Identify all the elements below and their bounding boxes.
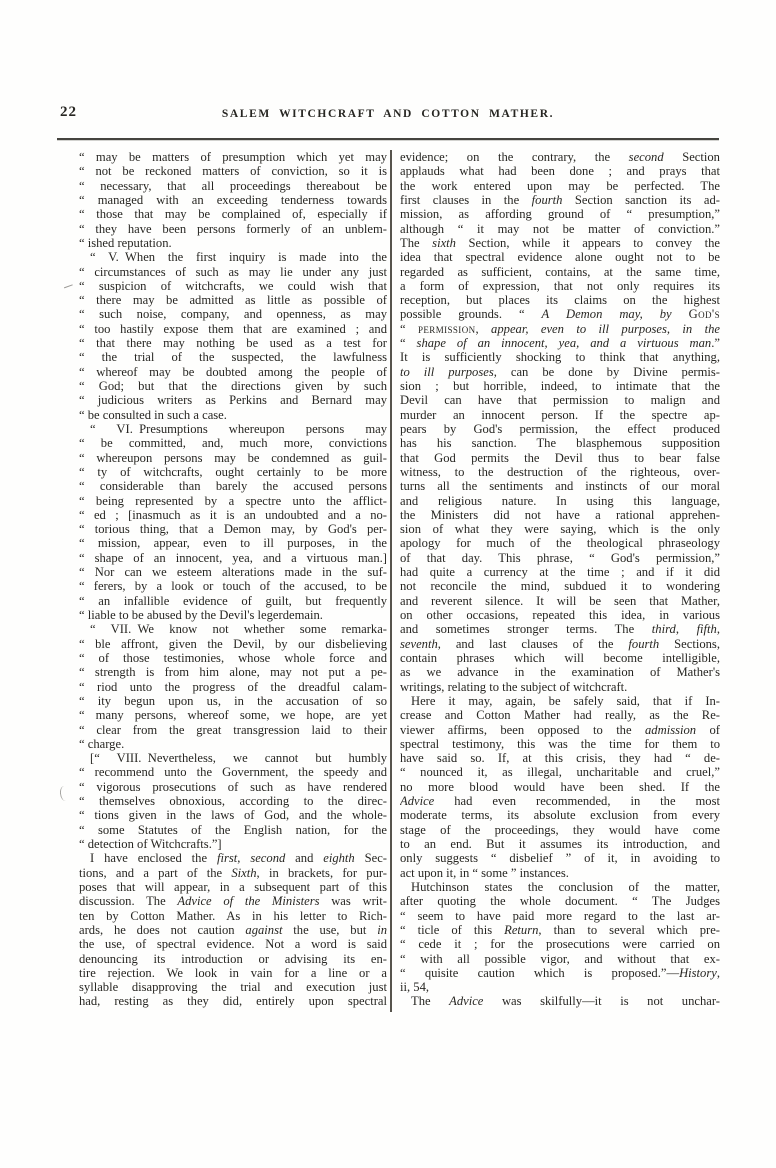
text-line: “ that there may nothing be used as a test for (79, 336, 387, 351)
text-line: and religious nature. In using this language, (400, 493, 720, 508)
text-line: first clauses in the fourth Section sanction its ad- (400, 192, 720, 207)
text-line: idea that spectral evidence alone ought not to be (400, 250, 720, 265)
text-line: “ considerable than barely the accused persons (79, 479, 387, 494)
text-line: as we advance in the examination of Mather's (400, 665, 720, 680)
text-line: The Advice was skilfully—it is not unchar- (411, 994, 720, 1009)
text-line: mission, as affording ground of “ presumption,” (400, 207, 720, 222)
text-line: the work entered upon may be perfected. The (400, 178, 720, 193)
text-line: “ God; but that the directions given by such (79, 379, 387, 393)
text-line: “ suspicion of witchcrafts, we could wish that (79, 278, 387, 293)
text-line: “ many persons, whereof some, we hope, are yet (79, 708, 387, 723)
text-line: viewer affirms, been opposed to the admission of (400, 722, 720, 737)
text-line: “ ble affront, given the Devil, by our disbelieving (79, 636, 387, 651)
text-line: “ ity begun upon us, in the accusation of so (79, 693, 387, 708)
text-line: “ clear from the great transgression laid to their (79, 722, 387, 737)
text-line: murder an innocent person. If the spectre ap- (400, 407, 720, 422)
text-line: writings, relating to the subject of witchcraft. (400, 679, 628, 694)
text-line: “ charge. (79, 736, 125, 751)
text-line: the use, of spectral evidence. Not a word is said (79, 937, 387, 952)
text-line: spectral testimony, this was the time for them to (400, 736, 720, 751)
text-line: the Ministers did not have a rational apprehen- (400, 507, 720, 522)
text-line: although “ it may not be matter of conviction.” (400, 221, 720, 236)
text-line: “ they have been persons formerly of an unblem- (79, 221, 387, 236)
text-line: I have enclosed the first, second and eighth Sec- (90, 851, 387, 866)
text-line: “ with all possible vigor, and without that ex- (400, 951, 720, 966)
text-line: applauds what had been done ; and prays that (400, 164, 720, 179)
text-line: to an end. But it assumes its introduction, and (400, 837, 720, 851)
text-line: “ shape of an innocent, yea, and a virtuous man.] (79, 550, 387, 565)
text-line: “ V. When the first inquiry is made into the (90, 250, 387, 265)
text-line: tire rejection. We look in vain for a line or a (79, 965, 387, 980)
text-line: “ cede it ; for the prosecutions were carried on (400, 937, 720, 952)
text-line: Devil can have that permission to malign and (400, 393, 720, 408)
text-line: “ mission, appear, even to ill purposes, in the (79, 536, 387, 551)
text-block (79, 150, 720, 1012)
text-line: “ there may be admitted as little as possible of (79, 293, 387, 308)
text-line: “ ty of witchcrafts, ought certainly to be more (79, 464, 387, 479)
text-line: apology for much of the theological phraseology (400, 536, 720, 551)
margin-pen-mark (59, 786, 69, 802)
text-line: contain phrases which will become intelligible, (400, 650, 720, 665)
text-line: “ too hastily expose them that are examined ; and (79, 321, 387, 336)
text-line: “ tions given in the laws of God, and the whole- (79, 808, 387, 823)
text-line: moderate terms, its absolute exclusion from every (400, 808, 720, 823)
text-line: “ liable to be abused by the Devil's legerdemain. (79, 608, 323, 622)
text-line: “ riod unto the progress of the dreadful calam- (79, 679, 387, 694)
text-line: “ the trial of the suspected, the lawfulness (79, 350, 387, 365)
text-line: on other occasions, repeated this idea, in various (400, 608, 720, 622)
text-line: discussion. The Advice of the Ministers was writ- (79, 894, 387, 909)
running-title: SALEM WITCHCRAFT AND COTTON MATHER. (221, 108, 555, 120)
text-line: had, resting as they did, entirely upon spectral (79, 994, 387, 1009)
text-line: Here it may, again, be safely said, that if In- (411, 693, 720, 708)
text-line: had quite a currency at the time ; and if it did (400, 565, 720, 580)
text-line: “ whereupon persons may be condemned as guil- (79, 450, 387, 465)
text-line: “ being represented by a spectre unto the afflict- (79, 493, 387, 508)
text-line: ten by Cotton Mather. As in his letter to Rich- (79, 908, 387, 923)
text-line: witness, to the destruction of the righteous, over- (400, 464, 720, 479)
text-line: Advice had even recommended, in the most (400, 794, 720, 809)
text-line: “ recommend unto the Government, the speedy and (79, 765, 387, 780)
text-line: “ such noise, company, and openness, as may (79, 307, 387, 322)
text-line: “ ferers, by a look or touch of the accused, to be (79, 579, 387, 594)
text-line: “ nounced it, as illegal, uncharitable and cruel,” (400, 765, 720, 780)
text-line: “ ished reputation. (79, 235, 172, 250)
left-column (79, 150, 387, 1012)
text-line: “ seem to have paid more regard to the last ar- (400, 908, 720, 923)
text-line: possible grounds. “ A Demon may, by God's (400, 307, 720, 322)
text-line: “ strength is from him alone, may not put a pe- (79, 665, 387, 680)
text-line: “ necessary, that all proceedings thereabout be (79, 178, 387, 193)
text-line: of that day. This phrase, “ God's permission,” (400, 550, 720, 565)
text-line: “ not be reckoned matters of conviction, so it is (79, 164, 387, 179)
text-line: reception, but places its claims on the highest (400, 293, 720, 308)
margin-pen-mark (62, 280, 73, 289)
text-line: ards, he does not caution against the use, but in (79, 922, 387, 937)
text-line: crease and Cotton Mather had really, as the Re- (400, 708, 720, 723)
text-line: “ judicious writers as Perkins and Bernard may (79, 393, 387, 408)
text-line: that God permits the Devil thus to bear false (400, 450, 720, 465)
text-line: “ ticle of this Return, than to several which pre- (400, 922, 720, 937)
text-line: poses that will appear, in a subsequent part of this (79, 879, 387, 894)
page-number: 22 (60, 104, 77, 120)
text-line: Hutchinson states the conclusion of the matter, (411, 879, 720, 894)
text-line: not reconcile the mind, subdued it to wondering (400, 579, 720, 594)
text-line: only suggests “ disbelief ” of it, in avoiding to (400, 851, 720, 866)
text-line: “ VII. We know not whether some remarka- (90, 622, 387, 637)
text-line: It is sufficiently shocking to think that anything, (400, 350, 720, 365)
text-line: “ detection of Witchcrafts.”] (79, 837, 222, 851)
text-line: syllable disapproving the trial and execution just (79, 980, 387, 995)
text-line: tions, and a part of the Sixth, in brackets, for pur- (79, 865, 387, 880)
text-line: [“ VIII. Nevertheless, we cannot but humbly (90, 751, 387, 766)
text-line: “ whereof may be doubted among the people of (79, 364, 387, 379)
right-column (400, 150, 720, 1012)
text-line: “ be committed, and, much more, convictions (79, 436, 387, 451)
text-line: The sixth Section, while it appears to convey the (400, 235, 720, 250)
text-line: and reverent silence. It will be seen that Mather, (400, 593, 720, 608)
text-line: “ managed with an exceeding tenderness towards (79, 192, 387, 207)
text-line: to ill purposes, can be done by Divine permis- (400, 364, 720, 379)
text-line: “ permission, appear, even to ill purposes, in the (400, 321, 720, 336)
text-line: regarded as sufficient, contains, at the same time, (400, 264, 720, 279)
text-line: “ those that may be complained of, especially if (79, 207, 387, 222)
text-line: act upon it, in “ some ” instances. (400, 865, 569, 880)
text-line: “ VI. Presumptions whereupon persons may (90, 421, 387, 436)
text-line: “ Nor can we esteem alterations made in the suf- (79, 565, 387, 580)
text-line: has his sanction. The blasphemous supposition (400, 436, 720, 451)
text-line: “ may be matters of presumption which yet may (79, 150, 387, 164)
text-line: “ vigorous prosecutions of such as have rendered (79, 779, 387, 794)
text-line: and sometimes stronger terms. The third, fifth, (400, 622, 720, 637)
column-divider (390, 150, 392, 1012)
text-line: stage of the proceedings, they would have come (400, 822, 720, 837)
text-line: “ themselves obnoxious, according to the direc- (79, 794, 387, 809)
text-line: “ of those testimonies, whose whole force and (79, 650, 387, 665)
text-line: after quoting the whole document. “ The Judges (400, 894, 720, 909)
text-line: “ shape of an innocent, yea, and a virtuous man.” (400, 336, 720, 351)
text-line: pears by God's permission, the effect produced (400, 421, 720, 436)
text-line: no more blood would have been shed. If the (400, 779, 720, 794)
text-line: seventh, and last clauses of the fourth Sections, (400, 636, 720, 651)
text-line: turns all the sentiments and instincts of our moral (400, 479, 720, 494)
text-line: “ circumstances of such as may lie under any just (79, 264, 387, 279)
text-line: evidence; on the contrary, the second Section (400, 150, 720, 164)
text-line: ii, 54, (400, 980, 430, 995)
text-line: sion ; but horrible, indeed, to intimate that the (400, 379, 720, 393)
text-line: “ be consulted in such a case. (79, 407, 227, 422)
text-line: “ quisite caution which is proposed.”—History, (400, 965, 720, 980)
text-line: sion of what they were saying, which is the only (400, 522, 720, 537)
text-line: “ an infallible evidence of guilt, but frequently (79, 593, 387, 608)
header-rule (57, 138, 719, 140)
text-line: “ torious thing, that a Demon may, by God's per- (79, 522, 387, 537)
text-line: “ ed ; [inasmuch as it is an undoubted and a no- (79, 507, 387, 522)
text-line: denouncing its introduction or advising its en- (79, 951, 387, 966)
text-line: “ some Statutes of the English nation, for the (79, 822, 387, 837)
text-line: a form of expression, that not only requires its (400, 278, 720, 293)
text-line: have said so. If, at this crisis, they had “ de- (400, 751, 720, 766)
